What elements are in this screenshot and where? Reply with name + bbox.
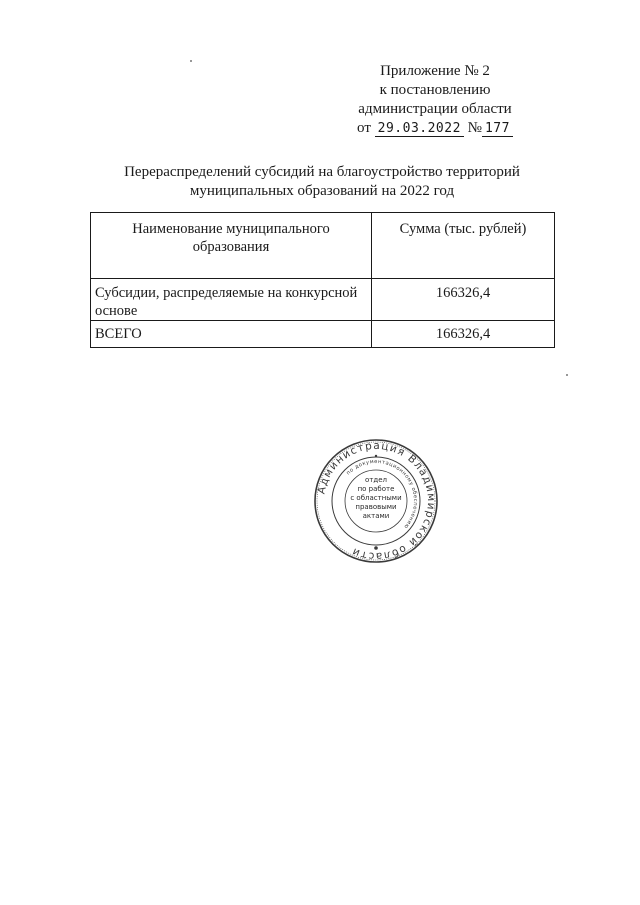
title-line-2: муниципальных образований на 2022 год	[189, 183, 455, 199]
official-seal-stamp	[313, 438, 439, 564]
row-name: Субсидии, распределяемые на конкурсной основе	[91, 279, 372, 321]
header-municipality: Наименование муниципального образования	[91, 213, 372, 279]
document-title	[90, 163, 554, 201]
appendix-reference: к постановлению	[379, 82, 491, 98]
appendix-authority: администрации области	[358, 101, 512, 117]
appendix-date-line	[340, 119, 530, 138]
decree-number: 177	[482, 121, 513, 137]
decree-date: 29.03.2022	[375, 121, 464, 137]
header-amount: Сумма (тыс. рублей)	[372, 213, 555, 279]
seal-bottom-dot	[374, 546, 378, 550]
seal-center-line-1: отдел	[365, 476, 387, 484]
seal-center-line-3: с областными	[350, 494, 402, 502]
seal-top-dot	[375, 455, 377, 457]
scan-speck	[566, 374, 568, 376]
seal-inner-ring-text: по документационному обеспечению	[345, 458, 419, 530]
seal-center-line-4: правовыми	[355, 503, 397, 511]
table-row-total	[91, 321, 555, 348]
seal-outer-text: Администрация Владимирской области	[315, 439, 438, 563]
row-amount: 166326,4	[372, 321, 555, 348]
number-prefix: №	[467, 120, 482, 136]
seal-graphic	[313, 438, 439, 564]
subsidy-table	[90, 212, 555, 348]
scan-speck	[190, 60, 192, 62]
seal-center-line-2: по работе	[357, 485, 395, 493]
title-line-1: Перераспределений субсидий на благоустройство территорий	[124, 164, 520, 180]
appendix-number: Приложение № 2	[380, 63, 490, 79]
seal-center-line-5: актами	[362, 512, 390, 520]
table-row	[91, 279, 555, 321]
appendix-header	[340, 62, 530, 138]
row-name: ВСЕГО	[91, 321, 372, 348]
row-amount: 166326,4	[372, 279, 555, 321]
table-header-row	[91, 213, 555, 279]
date-prefix: от	[357, 120, 371, 136]
